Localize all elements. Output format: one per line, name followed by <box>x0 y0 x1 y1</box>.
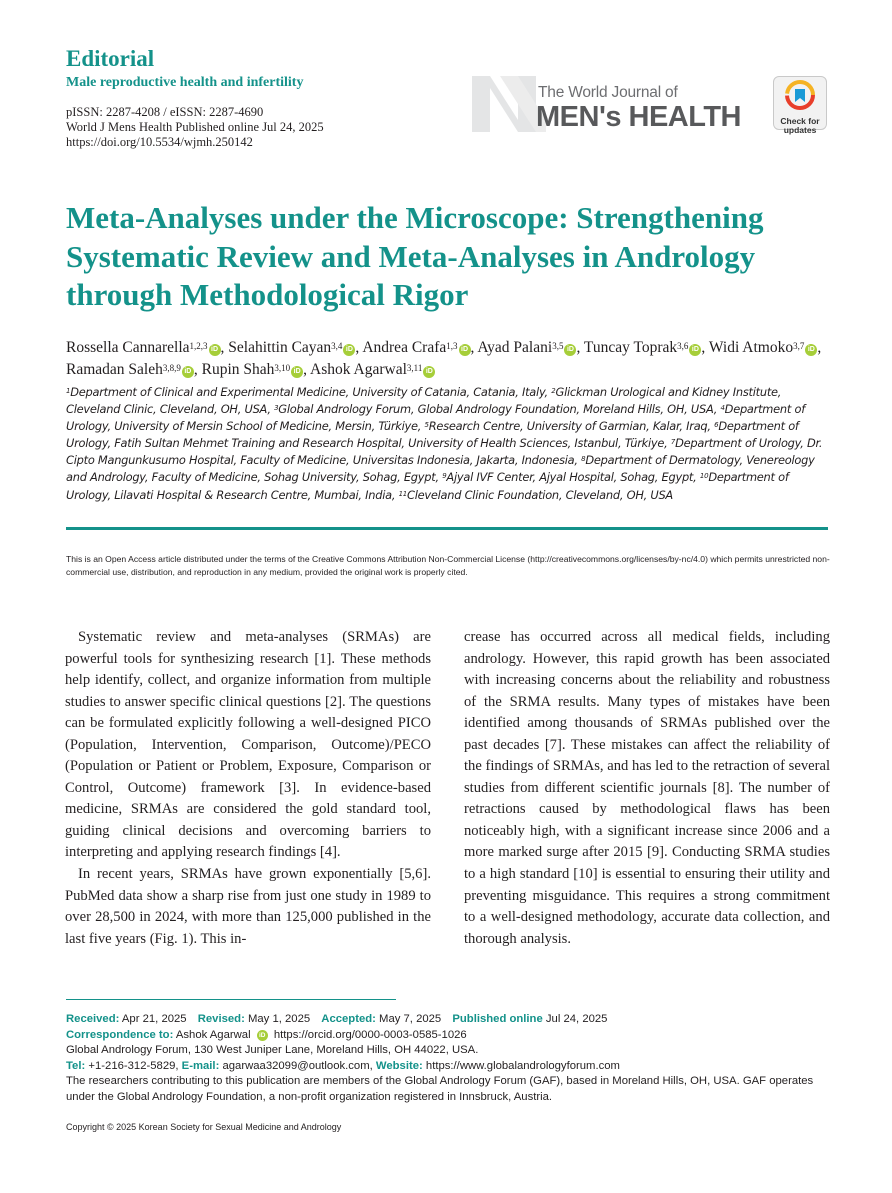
received-date: Apr 21, 2025 <box>121 1013 187 1025</box>
affiliation-number: 6 <box>714 421 719 430</box>
affiliation-number: 2 <box>551 387 556 395</box>
tel-value: +1-216-312-5829, <box>88 1059 179 1072</box>
article-title: Meta-Analyses under the Microscope: Strengthening Systematic Review and Meta-Analyses in Andrology through Methodological Rigor <box>66 200 764 312</box>
body-paragraph: crease has occurred across all medical fields, including andrology. However, this rapid growth has been associated with increasing concerns about the reliability and robustness of the SRMA results. Many types of mistakes have been identified among thousands of SRMAs published over the past decades [7]. These mistakes can affect the reliability of the findings of SRMAs, and has led to the retraction of several studies from different scientific journals [8]. The number of retractions caused by methodological flaws has been noticeably high, with a significant increase since 2006 and a more marked surge after 2015 [9]. Conducting SRMA studies to a high standard [10] is essential to ensuring their utility and preventing misguidance. This requires a strong commitment to a well-designed methodology, accurate data collection, and thorough analysis. <box>464 629 830 947</box>
orcid-icon[interactable]: iD <box>459 344 471 356</box>
orcid-icon[interactable]: iD <box>564 344 576 356</box>
author-name: Widi Atmoko <box>708 339 794 356</box>
orcid-icon[interactable]: iD <box>805 344 817 356</box>
orcid-icon[interactable]: iD <box>209 344 221 356</box>
author-affiliation-ref: 3,5 <box>552 341 564 351</box>
author <box>202 361 304 378</box>
affiliation-text: Department of Clinical and Experimental Medicine, University of Catania, Catania, Italy, <box>70 385 552 399</box>
author-affiliation-ref: 1,3 <box>446 341 458 351</box>
body-column-left <box>65 627 431 950</box>
accepted-date: May 7, 2025 <box>379 1013 442 1025</box>
author <box>228 339 355 356</box>
author <box>584 339 701 356</box>
author-name: Selahittin Cayan <box>228 339 332 356</box>
affiliation-text: Ajyal IVF Center, Ajyal Hospital, Sohag, Egypt, <box>446 470 700 485</box>
author-affiliation-ref: 3,6 <box>677 341 689 351</box>
website-link[interactable]: https://www.globalandrologyforum.com <box>425 1059 620 1072</box>
subsection-label: Male reproductive health and infertility <box>66 75 304 90</box>
author <box>709 339 817 356</box>
affiliation-text: Department of Urology, University of Mersin School of Medicine, Mersin, Türkiye, <box>66 402 805 434</box>
author-affiliation-ref: 3,8,9 <box>162 363 181 373</box>
author-name: Tuncay Toprak <box>583 339 678 356</box>
author <box>66 339 221 356</box>
orcid-icon[interactable]: iD <box>343 344 355 356</box>
correspondence-label: Correspondence to: <box>66 1028 174 1041</box>
author <box>477 339 576 356</box>
footnote-divider <box>66 999 396 1000</box>
header-divider <box>66 527 828 530</box>
author-name: Rossella Cannarella <box>66 339 190 356</box>
author <box>310 361 435 378</box>
published-label: Published online <box>452 1013 543 1025</box>
affiliation-number: 5 <box>424 421 429 430</box>
logo-text-top: The World Journal of <box>538 84 678 101</box>
affiliation-number: 7 <box>670 438 676 447</box>
correspondence <box>66 1028 836 1044</box>
author <box>362 339 470 356</box>
author-affiliation-ref: 3,11 <box>406 363 423 373</box>
orcid-icon[interactable]: iD <box>291 366 303 378</box>
contact-info <box>66 1059 836 1075</box>
author-list: Rossella Cannarella$^{1,2,3}$ iD , Selahittin Cayan$^{3,4}$ iD , Andrea Crafa$^{1,3}$ iD , Ayad Palani$^{3,5}$ iD , Tuncay Toprak$^{3,6}$ iD , Widi Atmoko$^{3,7}$ iD , Ramadan Saleh$^{3,8,9}$ iD , Rupin Shah$^{3,10}$ iD , Ashok Agarwal$^{3,11}$ iD <box>66 339 822 378</box>
check-updates-line2: updates <box>783 125 817 135</box>
article-meta <box>66 105 324 150</box>
published-online: World J Mens Health Published online Jul 24, 2025 <box>66 120 324 134</box>
affiliation-number: 10 <box>699 472 709 481</box>
affiliations <box>66 384 830 504</box>
correspondence-name: Ashok Agarwal <box>175 1028 251 1041</box>
affiliation-text: Department of Urology, Lilavati Hospital & Research Centre, Mumbai, India, <box>66 470 789 502</box>
body-paragraph: Systematic review and meta-analyses (SRMAs) are powerful tools for synthesizing research [1]. These methods help identify, collect, and organize information from multiple studies to answer specific clinical questions [2]. The questions can be formulated explicitly following a well-designed PICO (Population, Intervention, Comparison, Outcome)/PECO (Population or Patient or Problem, Exposure, Comparison or Control, Outcome) framework [3]. In evidence-based medicine, SRMAs are considered the gold standard tool, guiding clinical decisions and overcoming barriers to interpreting and applying research findings [4]. <box>65 629 431 861</box>
author-name: Rupin Shah <box>201 361 275 378</box>
author-name: Ashok Agarwal <box>310 361 407 378</box>
author-affiliation-ref: 3,10 <box>274 363 291 373</box>
orcid-icon[interactable]: iD <box>182 366 194 378</box>
orcid-icon[interactable]: iD <box>423 366 435 378</box>
affiliation-number: 9 <box>442 472 447 481</box>
author-name: Andrea Crafa <box>362 339 447 356</box>
tel-label: Tel: <box>66 1059 86 1072</box>
accepted-label: Accepted: <box>321 1013 376 1025</box>
revised-label: Revised: <box>197 1013 245 1025</box>
body-column-right <box>464 627 830 950</box>
author-affiliation-ref: 3,7 <box>793 341 805 351</box>
check-updates-icon <box>785 80 815 110</box>
section-label: Editorial <box>66 46 155 71</box>
article-dates <box>66 1012 836 1028</box>
logo-text-main: MEN's HEALTH <box>536 101 741 133</box>
gaf-note: The researchers contributing to this publication are members of the Global Andrology Forum (GAF), based in Moreland Hills, OH, USA. GAF operates under the Global Andrology Foundation, a non-profit organization registered in Innsbruck, Austria. <box>66 1075 814 1103</box>
affiliation-text: Department of Dermatology, Venereology and Andrology, Faculty of Medicine, Sohag University, Sohag, Egypt, <box>66 453 815 485</box>
affiliation-text: Department of Urology, Dr. Cipto Mangunkusumo Hospital, Faculty of Medicine, Universitas Indonesia, Jakarta, Indonesia, <box>66 436 823 468</box>
issn: pISSN: 2287-4208 / eISSN: 2287-4690 <box>66 105 264 119</box>
correspondence-orcid-link[interactable]: https://orcid.org/0000-0003-0585-1026 <box>273 1028 467 1041</box>
affiliation-number: 3 <box>274 404 279 413</box>
orcid-icon[interactable]: iD <box>689 344 701 356</box>
affiliation-text: Cleveland Clinic Foundation, Cleveland, OH, USA <box>407 487 673 502</box>
affiliation-number: 11 <box>398 489 408 498</box>
author-name: Ramadan Saleh <box>66 361 163 378</box>
journal-logo <box>472 74 762 134</box>
affiliation-number: 8 <box>581 455 586 464</box>
orcid-icon[interactable]: iD <box>257 1030 268 1041</box>
affiliation-text: Global Andrology Forum, Global Andrology Foundation, Moreland Hills, OH, USA, <box>278 402 721 417</box>
email-link[interactable]: agarwaa32099@outlook.com, <box>222 1059 373 1072</box>
header-left <box>66 46 324 150</box>
email-label: E-mail: <box>181 1059 220 1072</box>
doi-link[interactable]: https://doi.org/10.5534/wjmh.250142 <box>66 135 253 149</box>
website-label: Website: <box>375 1059 423 1072</box>
body-paragraph: In recent years, SRMAs have grown exponentially [5,6]. PubMed data show a sharp rise from just one study in 1989 to over 28,500 in 2024, with more than 125,000 published in the last five years (Fig. 1). This in- <box>65 866 431 947</box>
check-updates-line1: Check for <box>780 116 820 126</box>
footnotes <box>66 1012 836 1105</box>
logo-mark-icon <box>472 74 546 134</box>
copyright: Copyright © 2025 Korean Society for Sexual Medicine and Andrology <box>66 1122 342 1132</box>
affiliation-number: 1 <box>66 387 71 395</box>
revised-date: May 1, 2025 <box>247 1013 311 1025</box>
affiliation-text: Department of Urology, Fatih Sultan Mehmet Training and Research Hospital, University of Health Sciences, Istanbul, Türkiye, <box>66 419 799 451</box>
author <box>66 361 194 378</box>
author-affiliation-ref: 1,2,3 <box>189 341 208 351</box>
affiliation-number: 4 <box>720 404 725 413</box>
author-affiliation-ref: 3,4 <box>331 341 343 351</box>
check-for-updates-button[interactable] <box>773 76 827 135</box>
published-date: Jul 24, 2025 <box>545 1013 608 1025</box>
author-name: Ayad Palani <box>477 339 553 356</box>
affiliation-text: Research Centre, University of Garmian, Kalar, Iraq, <box>428 419 715 434</box>
affiliation-text: Glickman Urological and Kidney Institute, Cleveland Clinic, Cleveland, OH, USA, <box>66 385 782 417</box>
received-label: Received: <box>66 1013 120 1025</box>
license-text: This is an Open Access article distributed under the terms of the Creative Commons Attribution Non-Commercial License (http://creativecommons.org/licenses/by-nc/4.0) which permits unrestricted non-commercial use, distribution, and reproduction in any medium, provided the original work is properly cited. <box>66 554 830 577</box>
correspondence-address: Global Andrology Forum, 130 West Juniper Lane, Moreland Hills, OH 44022, USA. <box>66 1044 479 1056</box>
